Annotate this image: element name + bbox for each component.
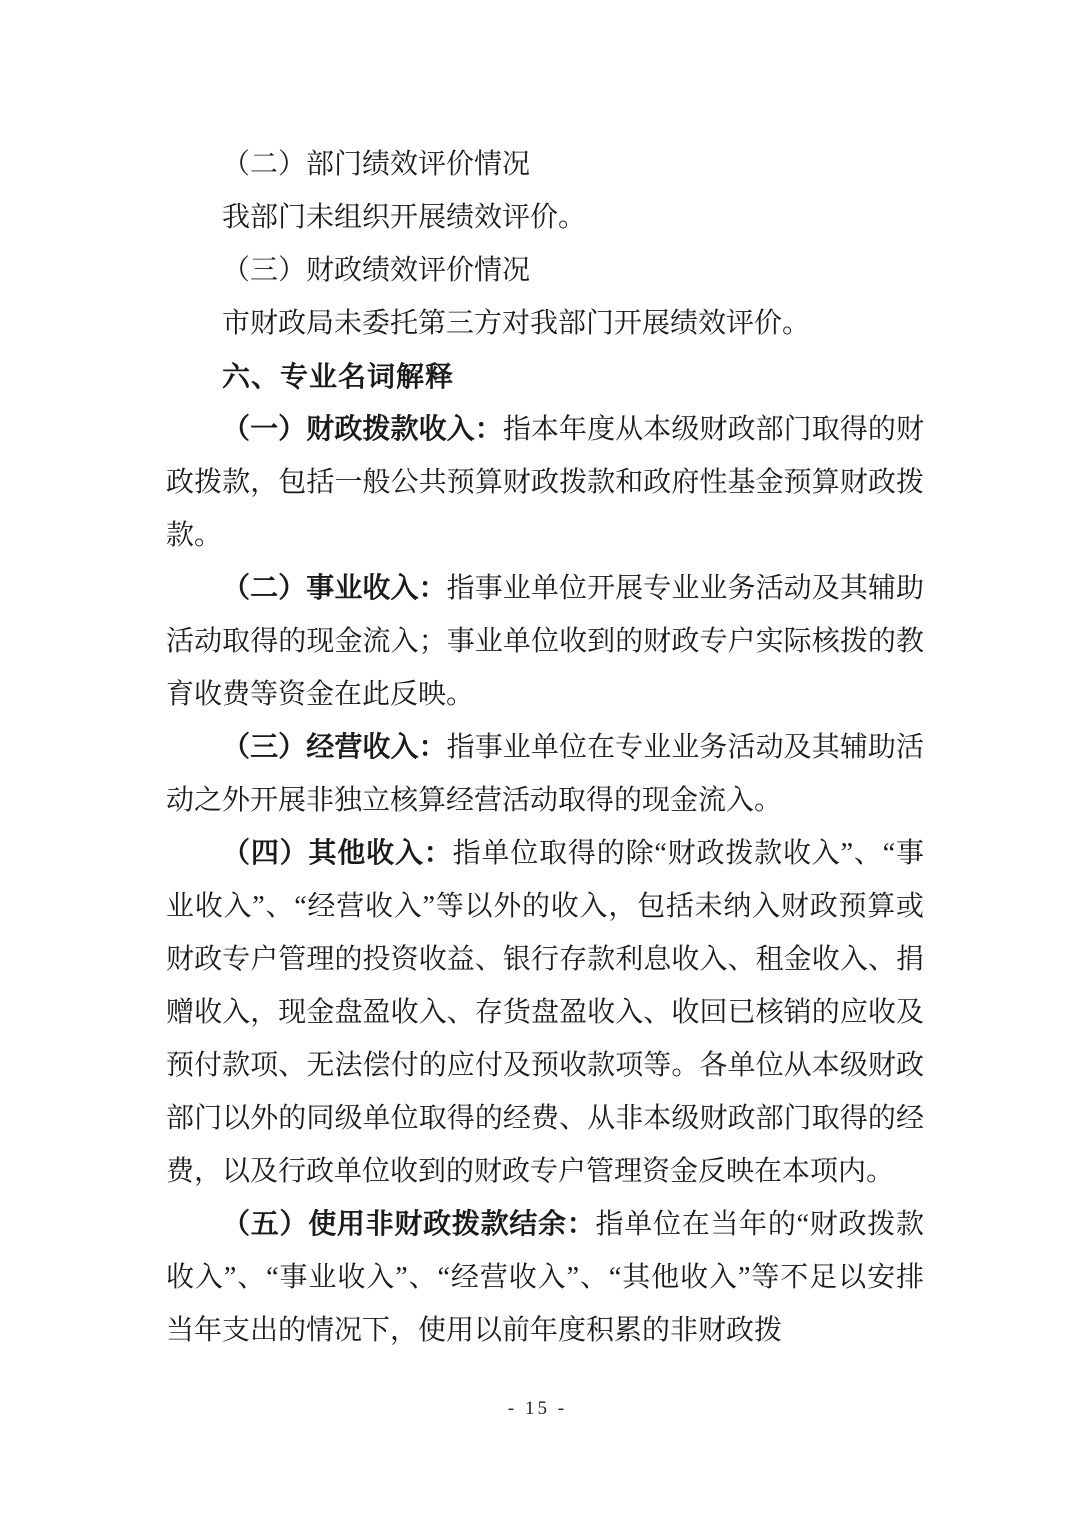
glossary-term-other-income <box>166 827 924 1198</box>
glossary-term-non-fiscal-surplus <box>166 1198 924 1357</box>
glossary-term-institutional-income <box>166 562 924 721</box>
paragraph-fiscal-performance-body: 市财政局未委托第三方对我部门开展绩效评价。 <box>222 308 811 339</box>
term-definition: 指本年度从本级财政部门取得的财政拨款，包括一般公共预算财政拨款和政府性基金预算财政拨款。 <box>166 414 924 551</box>
paragraph-dept-performance-body: 我部门未组织开展绩效评价。 <box>222 202 587 233</box>
subheading-dept-performance-evaluation: （二）部门绩效评价情况 <box>222 149 531 180</box>
page-number: - 15 - <box>507 1398 568 1419</box>
section-heading-glossary: 六、专业名词解释 <box>222 361 455 392</box>
term-label: （五）使用非财政拨款结余： <box>222 1209 596 1240</box>
term-definition: 指事业单位开展专业业务活动及其辅助活动取得的现金流入；事业单位收到的财政专户实际核拨的教育收费等资金在此反映。 <box>166 573 924 710</box>
term-definition: 指单位取得的除“财政拨款收入”、“事业收入”、“经营收入”等以外的收入，包括未纳入财政预算或财政专户管理的投资收益、银行存款利息收入、租金收入、捐赠收入，现金盘盈收入、存货盘盈收入、收回已核销的应收及预付款项、无法偿付的应付及预收款项等。各单位从本级财政部门以外的同级单位取得的经费、从非本级财政部门取得的经费，以及行政单位收到的财政专户管理资金反映在本项内。 <box>166 838 924 1187</box>
term-label: （三）经营收入： <box>222 732 447 763</box>
term-definition: 指单位在当年的“财政拨款收入”、“事业收入”、“经营收入”、“其他收入”等不足以安排当年支出的情况下，使用以前年度积累的非财政拨 <box>166 1209 924 1346</box>
term-label: （一）财政拨款收入： <box>222 414 503 445</box>
glossary-term-operating-income <box>166 721 924 827</box>
glossary-term-fiscal-appropriation-income <box>166 403 924 562</box>
subheading-fiscal-performance-evaluation: （三）财政绩效评价情况 <box>222 255 531 286</box>
document-content <box>166 138 924 1357</box>
term-label: （四）其他收入： <box>222 838 453 869</box>
term-label: （二）事业收入： <box>222 573 447 604</box>
term-definition: 指事业单位在专业业务活动及其辅助活动之外开展非独立核算经营活动取得的现金流入。 <box>166 732 924 816</box>
